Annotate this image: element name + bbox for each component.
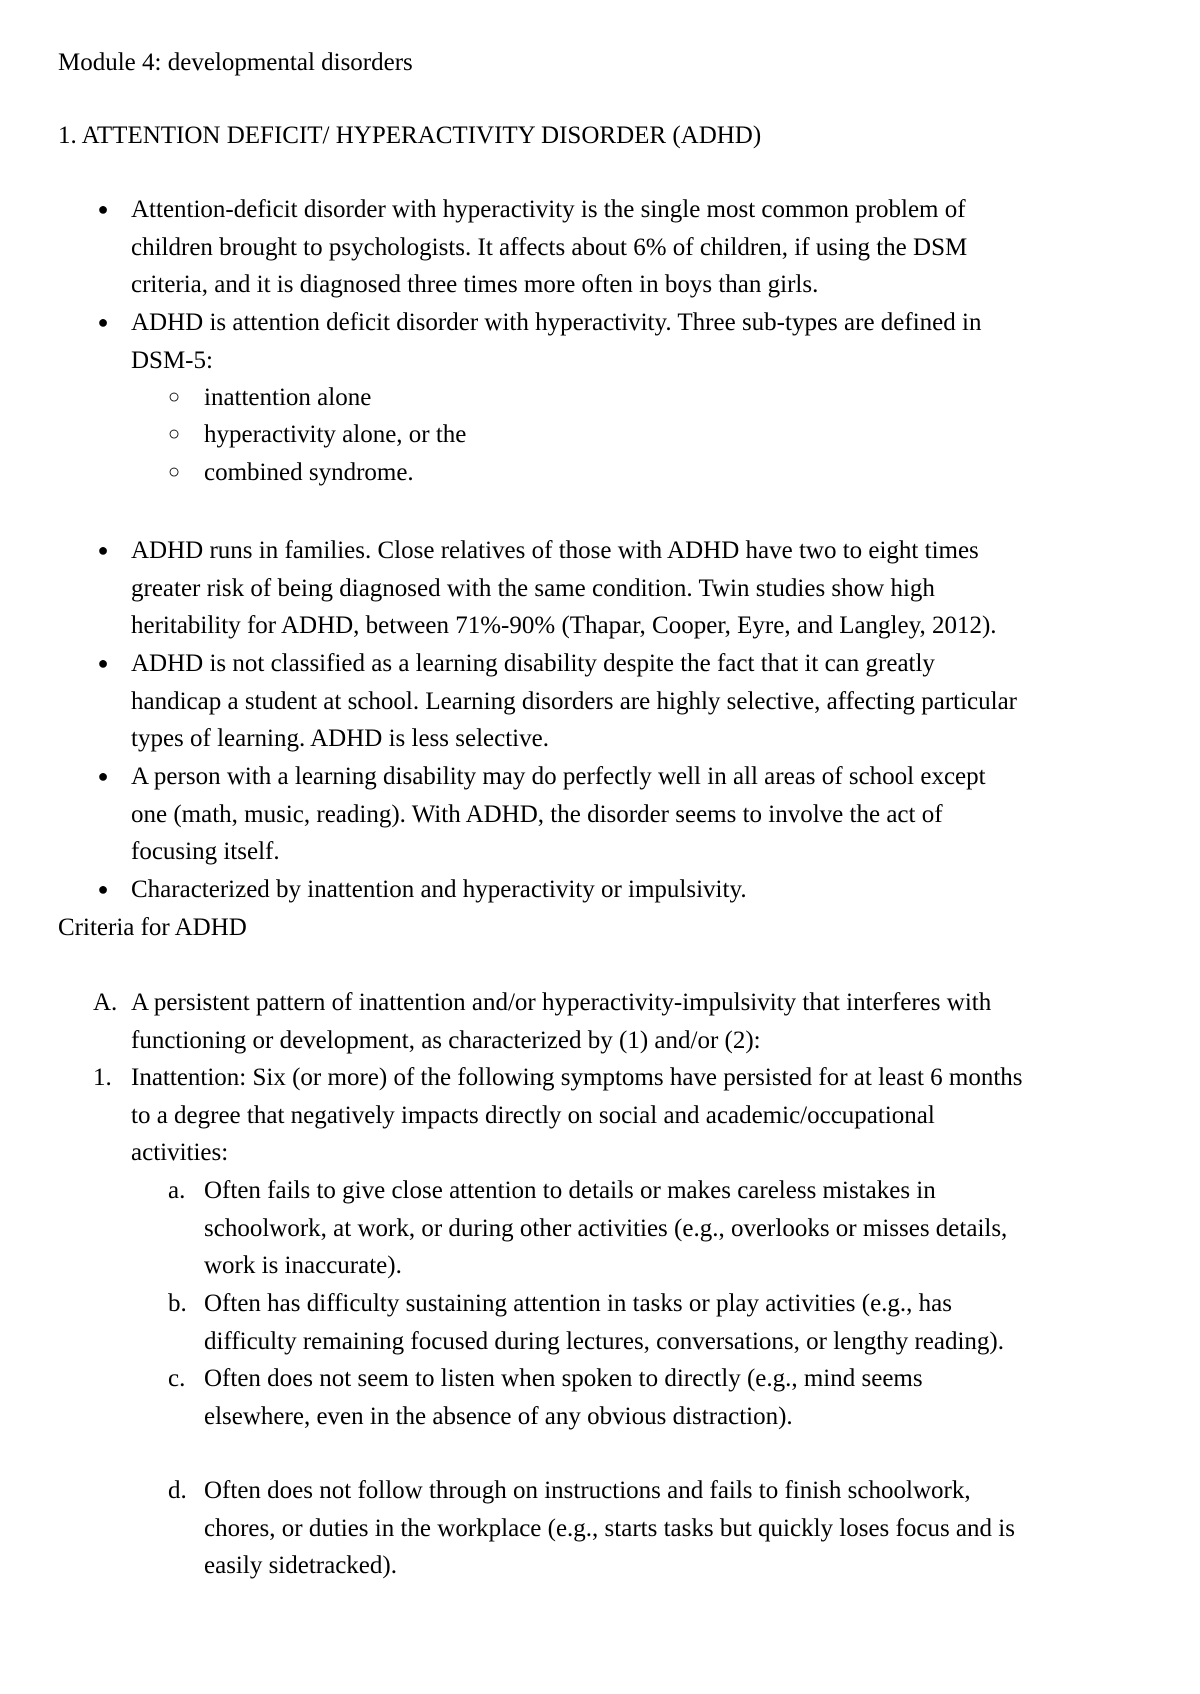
symptom-line: schoolwork, at work, or during other activities (e.g., overlooks or misses details,: [204, 1214, 1008, 1242]
criterion-marker: A.: [93, 989, 118, 1016]
symptom-line: Often does not seem to listen when spoken to directly (e.g., mind seems: [204, 1365, 923, 1392]
bullet-line: greater risk of being diagnosed with the same condition. Twin studies show high: [131, 574, 935, 602]
bullet-item: [97, 871, 1111, 909]
subtype-label: inattention alone: [204, 384, 372, 411]
symptom-line: work is inaccurate).: [204, 1252, 402, 1279]
bullet-item: [97, 304, 1111, 379]
section-title: 1. ATTENTION DEFICIT/ HYPERACTIVITY DISORDER (ADHD): [58, 122, 762, 149]
subtype-item: [168, 416, 1104, 454]
bullet-item: [97, 758, 1111, 871]
bullet-line: ADHD runs in families. Close relatives of those with ADHD have two to eight times: [131, 537, 979, 564]
criterion-item: [93, 1059, 1151, 1172]
symptom-item: [168, 1172, 1144, 1285]
bullet-item: [97, 645, 1111, 758]
symptom-item: [168, 1472, 1144, 1585]
circle-marker: ○: [168, 461, 181, 483]
bullet-item: [97, 191, 1111, 304]
bullet-marker: ●: [97, 653, 109, 673]
criterion-line: functioning or development, as characterized by (1) and/or (2):: [131, 1026, 761, 1054]
bullet-marker: ●: [97, 766, 109, 786]
bullet-line: Characterized by inattention and hyperactivity or impulsivity.: [131, 876, 747, 903]
bullet-marker: ●: [97, 540, 109, 560]
symptom-line: difficulty remaining focused during lectures, conversations, or lengthy reading).: [204, 1327, 1004, 1355]
criterion-line: activities:: [131, 1139, 229, 1166]
bullet-marker: ●: [97, 312, 109, 332]
criterion-line: to a degree that negatively impacts directly on social and academic/occupational: [131, 1101, 935, 1129]
criterion-marker: 1.: [93, 1064, 112, 1091]
subtype-label: hyperactivity alone, or the: [204, 421, 467, 448]
criterion-line: Inattention: Six (or more) of the following symptoms have persisted for at least 6 months: [131, 1064, 1023, 1091]
symptom-line: chores, or duties in the workplace (e.g., starts tasks but quickly loses focus and is: [204, 1514, 1015, 1542]
symptom-marker: d.: [168, 1477, 187, 1504]
bullet-line: types of learning. ADHD is less selective.: [131, 725, 549, 752]
symptom-marker: b.: [168, 1290, 187, 1317]
circle-marker: ○: [168, 386, 181, 408]
bullet-line: ADHD is attention deficit disorder with hyperactivity. Three sub-types are defined in: [131, 309, 982, 336]
bullet-marker: ●: [97, 879, 109, 899]
bullet-line: DSM-5:: [131, 346, 213, 374]
bullet-line: children brought to psychologists. It affects about 6% of children, if using the DSM: [131, 233, 968, 261]
symptom-line: easily sidetracked).: [204, 1552, 397, 1579]
subtype-item: [168, 454, 1104, 492]
symptom-line: elsewhere, even in the absence of any obvious distraction).: [204, 1402, 793, 1430]
criteria-heading: Criteria for ADHD: [58, 914, 247, 941]
bullet-line: focusing itself.: [131, 838, 280, 865]
subtype-item: [168, 379, 1104, 417]
subtype-label: combined syndrome.: [204, 459, 414, 486]
symptom-marker: a.: [168, 1177, 186, 1204]
bullet-marker: ●: [97, 199, 109, 219]
module-title: Module 4: developmental disorders: [58, 49, 413, 76]
bullet-line: handicap a student at school. Learning disorders are highly selective, affecting particular: [131, 687, 1018, 715]
criterion-item: [93, 984, 1151, 1059]
bullet-line: ADHD is not classified as a learning disability despite the fact that it can greatly: [131, 650, 935, 677]
symptom-line: Often fails to give close attention to details or makes careless mistakes in: [204, 1177, 936, 1204]
circle-marker: ○: [168, 423, 181, 445]
criterion-line: A persistent pattern of inattention and/or hyperactivity-impulsivity that interferes with: [131, 989, 992, 1016]
symptom-item: [168, 1285, 1144, 1360]
bullet-line: criteria, and it is diagnosed three times more often in boys than girls.: [131, 271, 819, 298]
symptom-line: Often does not follow through on instructions and fails to finish schoolwork,: [204, 1477, 971, 1504]
bullet-item: [97, 532, 1111, 645]
symptom-item: [168, 1360, 1144, 1435]
bullet-line: one (math, music, reading). With ADHD, the disorder seems to involve the act of: [131, 800, 943, 828]
symptom-marker: c.: [168, 1365, 186, 1392]
bullet-line: A person with a learning disability may do perfectly well in all areas of school except: [131, 763, 986, 790]
bullet-line: heritability for ADHD, between 71%-90% (Thapar, Cooper, Eyre, and Langley, 2012).: [131, 612, 997, 639]
symptom-line: Often has difficulty sustaining attention in tasks or play activities (e.g., has: [204, 1290, 952, 1317]
bullet-line: Attention-deficit disorder with hyperactivity is the single most common problem of: [131, 196, 966, 223]
